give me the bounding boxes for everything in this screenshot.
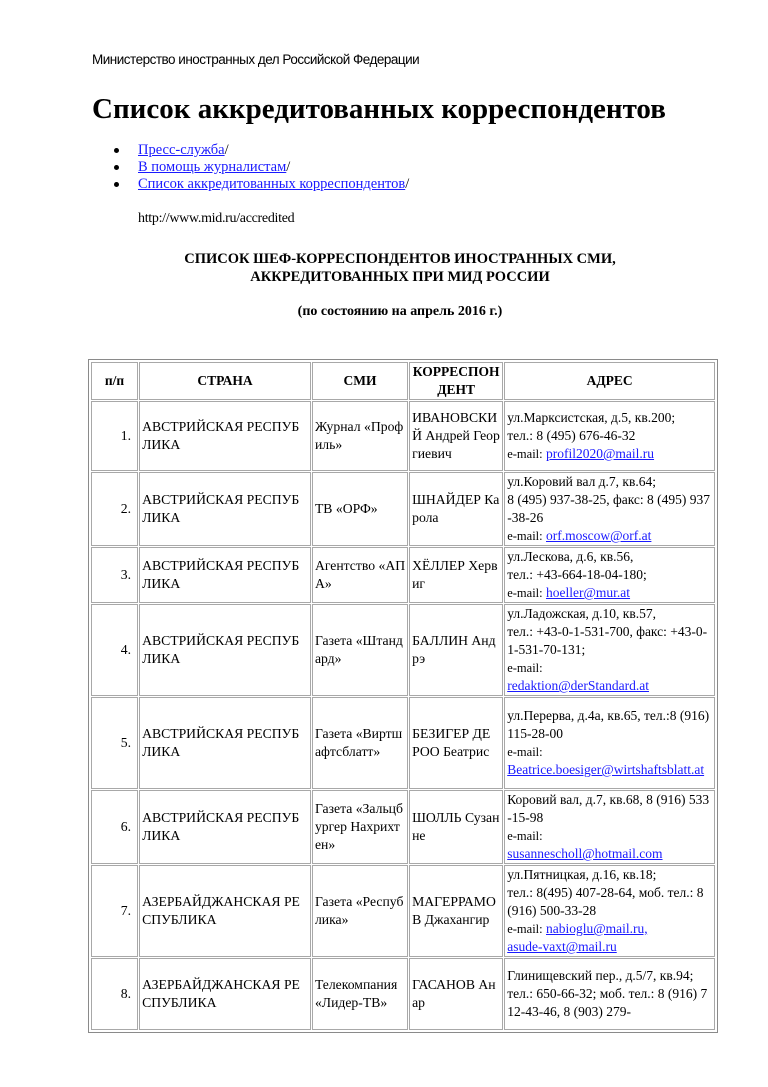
- cell-correspondent: БЕЗИГЕР ДЕ РОО Беатрис: [409, 697, 503, 789]
- as-of-date: (по состоянию на апрель 2016 г.): [297, 304, 503, 319]
- header-country: СТРАНА: [139, 362, 311, 400]
- cell-media: Газета «Республика»: [312, 865, 408, 957]
- breadcrumb-links: [114, 142, 409, 193]
- cell-address: ул.Пятницкая, д.16, кв.18; тел.: 8(495) 407-28-64, моб. тел.: 8 (916) 500-33-28 e-mail: nabioglu@mail.ru, asude-vaxt@mail.ru: [504, 865, 715, 957]
- email-link[interactable]: redaktion@derStandard.at: [507, 678, 649, 693]
- cell-num: 4.: [91, 604, 138, 696]
- cell-correspondent: МАГЕРРАМОВ Джахангир: [409, 865, 503, 957]
- ministry-name: Министерство иностранных дел Российской Федерации: [92, 52, 420, 67]
- cell-media: Телекомпания «Лидер-ТВ»: [312, 958, 408, 1030]
- cell-correspondent: БАЛЛИН Андрэ: [409, 604, 503, 696]
- source-url: http://www.mid.ru/accredited: [138, 211, 295, 226]
- email-link[interactable]: hoeller@mur.at: [546, 585, 631, 600]
- table-row: [91, 472, 715, 546]
- list-item: В помощь журналистам/: [114, 159, 409, 176]
- email-link[interactable]: susannescholl@hotmail.com: [507, 846, 663, 861]
- cell-num: 6.: [91, 790, 138, 864]
- cell-country: АВСТРИЙСКАЯ РЕСПУБЛИКА: [139, 547, 311, 603]
- table-row: [91, 958, 715, 1030]
- header-num: п/п: [91, 362, 138, 400]
- email-link-2[interactable]: asude-vaxt@mail.ru: [507, 939, 617, 954]
- cell-address: ул.Коровий вал д.7, кв.64; 8 (495) 937-38-25, факс: 8 (495) 937-38-26 e-mail: orf.moscow@orf.at: [504, 472, 715, 546]
- cell-media: ТВ «ОРФ»: [312, 472, 408, 546]
- header-media: СМИ: [312, 362, 408, 400]
- cell-media: Агентство «АПА»: [312, 547, 408, 603]
- correspondents-table: [90, 361, 716, 1031]
- table-row: [91, 604, 715, 696]
- cell-media: Газета «Штандард»: [312, 604, 408, 696]
- cell-num: 5.: [91, 697, 138, 789]
- cell-country: АВСТРИЙСКАЯ РЕСПУБЛИКА: [139, 790, 311, 864]
- press-service-link[interactable]: Пресс-служба: [138, 142, 225, 158]
- list-item: Пресс-служба/: [114, 142, 409, 159]
- cell-correspondent: ШНАЙДЕР Карола: [409, 472, 503, 546]
- email-link[interactable]: Beatrice.boesiger@wirtshaftsblatt.at: [507, 762, 705, 777]
- email-link[interactable]: profil2020@mail.ru: [546, 446, 655, 461]
- cell-address: ул.Марксистская, д.5, кв.200; тел.: 8 (495) 676-46-32 e-mail: profil2020@mail.ru: [504, 401, 715, 471]
- table-row: [91, 865, 715, 957]
- cell-address: ул.Лескова, д.6, кв.56, тел.: +43-664-18-04-180; e-mail: hoeller@mur.at: [504, 547, 715, 603]
- cell-correspondent: ГАСАНОВ Анар: [409, 958, 503, 1030]
- header-address: АДРЕС: [504, 362, 715, 400]
- header-correspondent: КОРРЕСПОНДЕНТ: [409, 362, 503, 400]
- cell-media: Журнал «Профиль»: [312, 401, 408, 471]
- cell-country: АВСТРИЙСКАЯ РЕСПУБЛИКА: [139, 472, 311, 546]
- cell-address: ул.Ладожская, д.10, кв.57, тел.: +43-0-1-531-700, факс: +43-0-1-531-70-131; e-mail: redaktion@derStandard.at: [504, 604, 715, 696]
- page-title: Список аккредитованных корреспондентов: [92, 93, 666, 125]
- cell-correspondent: ХЁЛЛЕР Хервиг: [409, 547, 503, 603]
- cell-correspondent: ШОЛЛЬ Сузанне: [409, 790, 503, 864]
- table-row: [91, 790, 715, 864]
- cell-country: АВСТРИЙСКАЯ РЕСПУБЛИКА: [139, 604, 311, 696]
- table-row: [91, 547, 715, 603]
- cell-correspondent: ИВАНОВСКИЙ Андрей Георгиевич: [409, 401, 503, 471]
- cell-country: АВСТРИЙСКАЯ РЕСПУБЛИКА: [139, 697, 311, 789]
- cell-num: 8.: [91, 958, 138, 1030]
- email-link[interactable]: orf.moscow@orf.at: [546, 528, 652, 543]
- cell-num: 1.: [91, 401, 138, 471]
- cell-address: Коровий вал, д.7, кв.68, 8 (916) 533-15-98 e-mail: susannescholl@hotmail.com: [504, 790, 715, 864]
- cell-media: Газета «Зальцбургер Нахрихтен»: [312, 790, 408, 864]
- cell-country: АЗЕРБАЙДЖАНСКАЯ РЕСПУБЛИКА: [139, 958, 311, 1030]
- table-row: [91, 697, 715, 789]
- cell-num: 3.: [91, 547, 138, 603]
- cell-address: ул.Перерва, д.4а, кв.65, тел.:8 (916) 115-28-00 e-mail: Beatrice.boesiger@wirtshaftsblatt.at: [504, 697, 715, 789]
- list-heading: СПИСОК ШЕФ-КОРРЕСПОНДЕНТОВ ИНОСТРАННЫХ СМИ, АККРЕДИТОВАННЫХ ПРИ МИД РОССИИ: [184, 251, 616, 285]
- email-link[interactable]: nabioglu@mail.ru,: [546, 921, 648, 936]
- correspondents-table-frame: [88, 359, 718, 1033]
- cell-num: 2.: [91, 472, 138, 546]
- cell-num: 7.: [91, 865, 138, 957]
- cell-country: АВСТРИЙСКАЯ РЕСПУБЛИКА: [139, 401, 311, 471]
- cell-country: АЗЕРБАЙДЖАНСКАЯ РЕСПУБЛИКА: [139, 865, 311, 957]
- list-item: Список аккредитованных корреспондентов/: [114, 176, 409, 193]
- cell-media: Газета «Виртшафтсблатт»: [312, 697, 408, 789]
- cell-address: Глинищевский пер., д.5/7, кв.94; тел.: 650-66-32; моб. тел.: 8 (916) 712-43-46, 8 (903) 279-: [504, 958, 715, 1030]
- table-header-row: [91, 362, 715, 400]
- journalists-help-link[interactable]: В помощь журналистам: [138, 159, 287, 175]
- table-row: [91, 401, 715, 471]
- accredited-list-link[interactable]: Список аккредитованных корреспондентов: [138, 176, 406, 192]
